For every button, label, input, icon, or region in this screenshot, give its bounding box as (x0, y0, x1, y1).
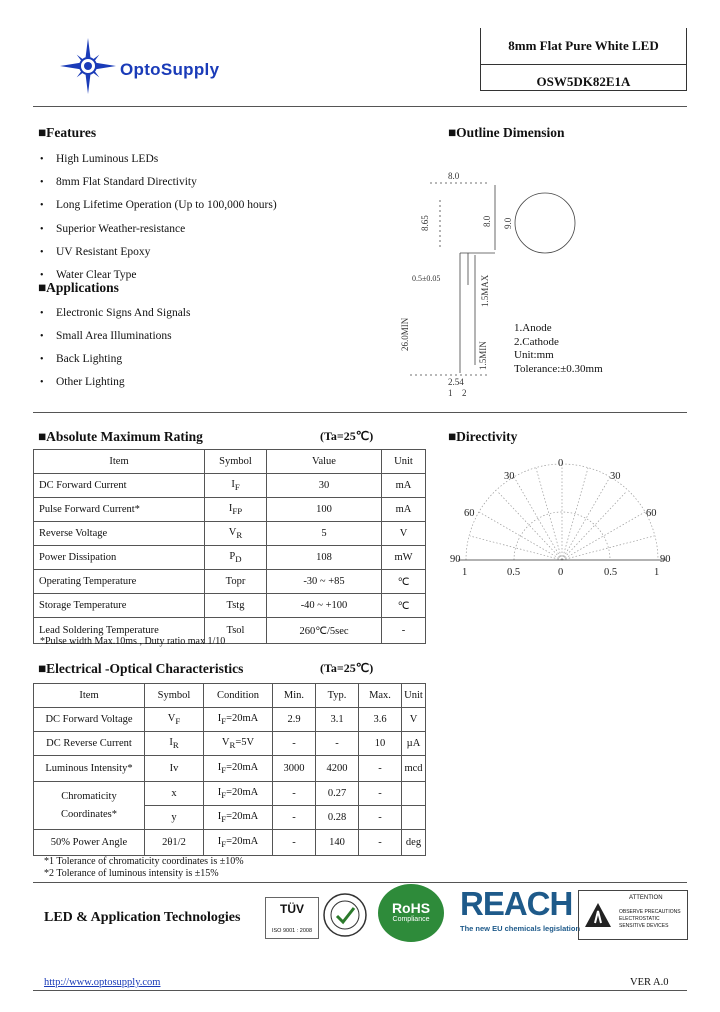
svg-text:90: 90 (660, 554, 671, 565)
table-row: y $I_F=20mA$ - 0.28 - (34, 806, 426, 830)
table-row: 50% Power Angle 2θ1/2 $I_F=20mA$ - 140 - deg (34, 830, 426, 856)
svg-text:60: 60 (464, 508, 475, 519)
dim-label: 8.65 (420, 215, 430, 231)
table-row: Chromaticity Coordinates* x $I_F=20mA$ - 0.27 - (34, 782, 426, 806)
abs-max-note: *Pulse width Max.10ms , Duty ratio max 1/10 (40, 636, 226, 647)
directivity-chart (448, 452, 680, 582)
tuv-badge-icon: TÜV ISO 9001 : 2008 (265, 897, 319, 939)
version-label: VER A.0 (630, 977, 669, 988)
list-item: • Superior Weather-resistance (40, 218, 277, 241)
footer-tagline: LED & Application Technologies (44, 910, 241, 925)
svg-text:0.5: 0.5 (604, 567, 618, 578)
brand-name: OptoSupply (120, 60, 220, 79)
table-row: Power Dissipation $P_D$ 108 mW (34, 546, 426, 570)
table-row: DC Reverse Current $I_R$ $V_R=5V$ - - 10 µA (34, 732, 426, 756)
applications-list (40, 302, 190, 394)
reach-badge-icon: REACH The new EU chemicals legislation (460, 885, 581, 933)
abs-max-condition: (Ta=25℃) (320, 429, 374, 443)
list-item: • Long Lifetime Operation (Up to 100,000 hours) (40, 194, 277, 217)
svg-text:1: 1 (654, 567, 660, 578)
directivity-heading: ■Directivity (448, 429, 518, 444)
rohs-badge-icon: RoHS Compliance (378, 884, 444, 942)
svg-text:0.5: 0.5 (507, 567, 521, 578)
table-row: Reverse Voltage $V_R$ 5 V (34, 522, 426, 546)
dim-label: 1 (448, 388, 453, 398)
list-item: • Electronic Signs And Signals (40, 302, 190, 325)
eo-heading: ■Electrical -Optical Characteristics (38, 661, 244, 676)
table-row: DC Forward Current $I_F$ 30 mA (34, 474, 426, 498)
part-number: OSW5DK82E1A (536, 74, 631, 89)
product-title: 8mm Flat Pure White LED (508, 38, 659, 53)
list-item: • 8mm Flat Standard Directivity (40, 171, 277, 194)
abs-max-table: Item Symbol Value Unit DC Forward Current $I_F$ 30 mA Pulse Forward Current* $I_{FP}$ 100 mA Reverse Voltage $V_R$ 5 V Power Dissipation $P_D$ 108 mW Operating Temperature Topr -30 ~ +85 ℃ Storage Temperature Tstg -40 ~ +100 ℃ Lead Soldering Temperature Tsol 260℃/5sec - (33, 449, 426, 644)
optosupply-logo-icon (58, 36, 118, 96)
table-row: DC Forward Voltage $V_F$ $I_F=20mA$ 2.9 3.1 3.6 V (34, 708, 426, 732)
list-item: • Other Lighting (40, 371, 190, 394)
svg-text:90: 90 (450, 554, 461, 565)
dim-label: 26.0MIN (400, 317, 410, 351)
svg-text:1: 1 (462, 567, 468, 578)
list-item: • High Luminous LEDs (40, 148, 277, 171)
dim-label: 2.54 (448, 377, 464, 387)
list-item: • Back Lighting (40, 348, 190, 371)
features-heading: ■Features (38, 125, 97, 140)
svg-text:60: 60 (646, 508, 657, 519)
list-item: • Water Clear Type (40, 264, 277, 287)
svg-text:30: 30 (610, 471, 621, 482)
outline-heading: ■Outline Dimension (448, 125, 565, 140)
outline-notes: 1.Anode 2.Cathode Unit:mm Tolerance:±0.30mm (514, 322, 603, 375)
table-row: Storage Temperature Tstg -40 ~ +100 ℃ (34, 594, 426, 618)
dim-label: 8.0 (448, 171, 460, 181)
dim-label: 0.5±0.05 (412, 274, 441, 283)
table-row: Operating Temperature Topr -30 ~ +85 ℃ (34, 570, 426, 594)
abs-max-heading: ■Absolute Maximum Rating (38, 429, 203, 444)
table-row: Luminous Intensity* Iv $I_F=20mA$ 3000 4200 - mcd (34, 756, 426, 782)
svg-text:0: 0 (558, 567, 564, 578)
eo-table: Item Symbol Condition Min. Typ. Max. Unit DC Forward Voltage $V_F$ $I_F=20mA$ 2.9 3.1 3.6 V DC Reverse Current $I_R$ $V_R=5V$ - - 10 µA Luminous Intensity* Iv $I_F=20mA$ 3000 4200 - mcd Chromaticity Coordinates* x $I_F=20mA$ - 0.27 - y $I_F=20mA$ - 0.28 - 50% Power Angle 2θ1/2 $I_F=20mA$ - 140 - deg (33, 683, 426, 856)
esd-warning-badge: ATTENTION OBSERVE PRECAUTIONS ELECTROSTATIC SENSITIVE DEVICES (578, 890, 688, 940)
dim-label: 1.5MAX (480, 274, 490, 307)
table-row: Pulse Forward Current* $I_{FP}$ 100 mA (34, 498, 426, 522)
list-item: • UV Resistant Epoxy (40, 241, 277, 264)
list-item: • Small Area Illuminations (40, 325, 190, 348)
applications-heading: ■Applications (38, 280, 119, 295)
dim-label: 2 (462, 388, 467, 398)
svg-text:30: 30 (504, 471, 515, 482)
features-list (40, 148, 277, 287)
dim-label: 9.0 (503, 217, 513, 229)
eo-condition: (Ta=25℃) (320, 661, 374, 675)
cert-seal-icon (322, 892, 368, 938)
svg-text:0: 0 (558, 458, 564, 469)
esd-warning-icon (583, 901, 613, 929)
table-row: Lead Soldering Temperature Tsol 260℃/5sec - (34, 618, 426, 644)
dim-label: 1.5MIN (478, 341, 488, 370)
website-link[interactable]: http://www.optosupply.com (44, 977, 161, 988)
dim-label: 8.0 (482, 215, 492, 227)
eo-notes: *1 Tolerance of chromaticity coordinates is ±10% *2 Tolerance of luminous intensity is ±15% (44, 856, 244, 879)
